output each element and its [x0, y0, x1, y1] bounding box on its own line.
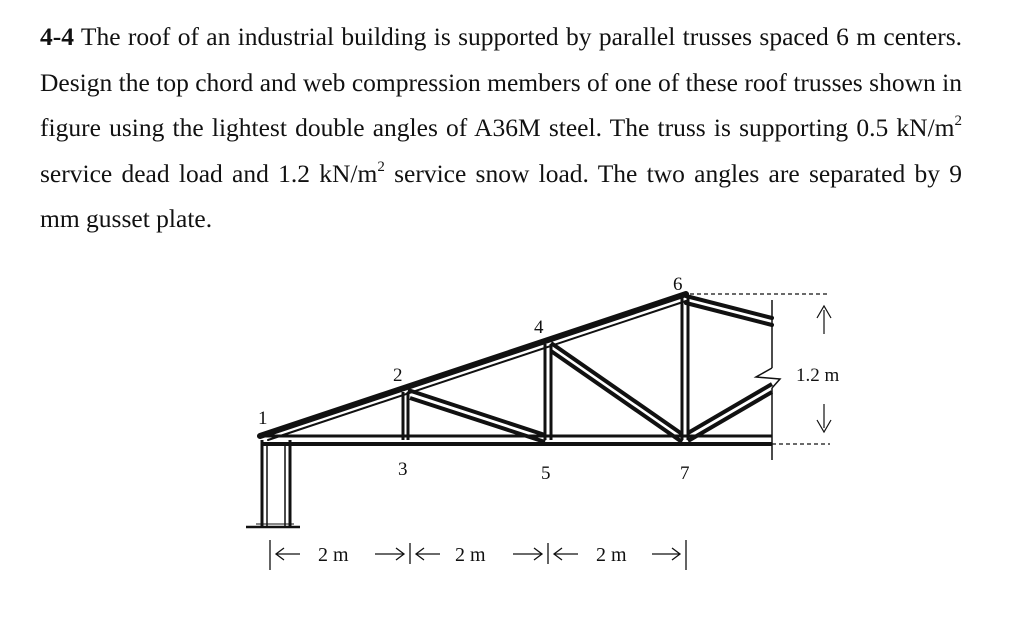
- problem-number: 4-4: [40, 22, 74, 51]
- problem-text-3: service snow load. The two angles are separated by 9 mm gusset plate.: [40, 158, 962, 233]
- span-label-2: 2 m: [455, 544, 486, 566]
- problem-text-1: The roof of an industrial building is supported by parallel trusses spaced 6 m centers. Design the top chord and web compression members of one of these roof trusses shown in figure using the lightest double angles of A36M steel. The truss is supporting 0.5 kN/m: [40, 22, 962, 142]
- superscript-1: 2: [954, 113, 962, 129]
- node-label-3: 3: [398, 459, 408, 480]
- span-label-1: 2 m: [318, 544, 349, 566]
- problem-text-2: service dead load and 1.2 kN/m: [40, 158, 378, 188]
- height-label: 1.2 m: [796, 365, 840, 386]
- span-label-3: 2 m: [596, 544, 627, 566]
- superscript-2: 2: [377, 158, 385, 175]
- diagonal-members: [408, 343, 772, 442]
- node-label-6: 6: [673, 274, 683, 295]
- node-label-4: 4: [534, 317, 544, 338]
- node-label-2: 2: [393, 365, 403, 386]
- node-label-7: 7: [680, 463, 690, 484]
- top-chord: [260, 294, 772, 440]
- node-label-1: 1: [258, 408, 268, 429]
- node-label-5: 5: [541, 463, 551, 484]
- support-column: [246, 440, 300, 527]
